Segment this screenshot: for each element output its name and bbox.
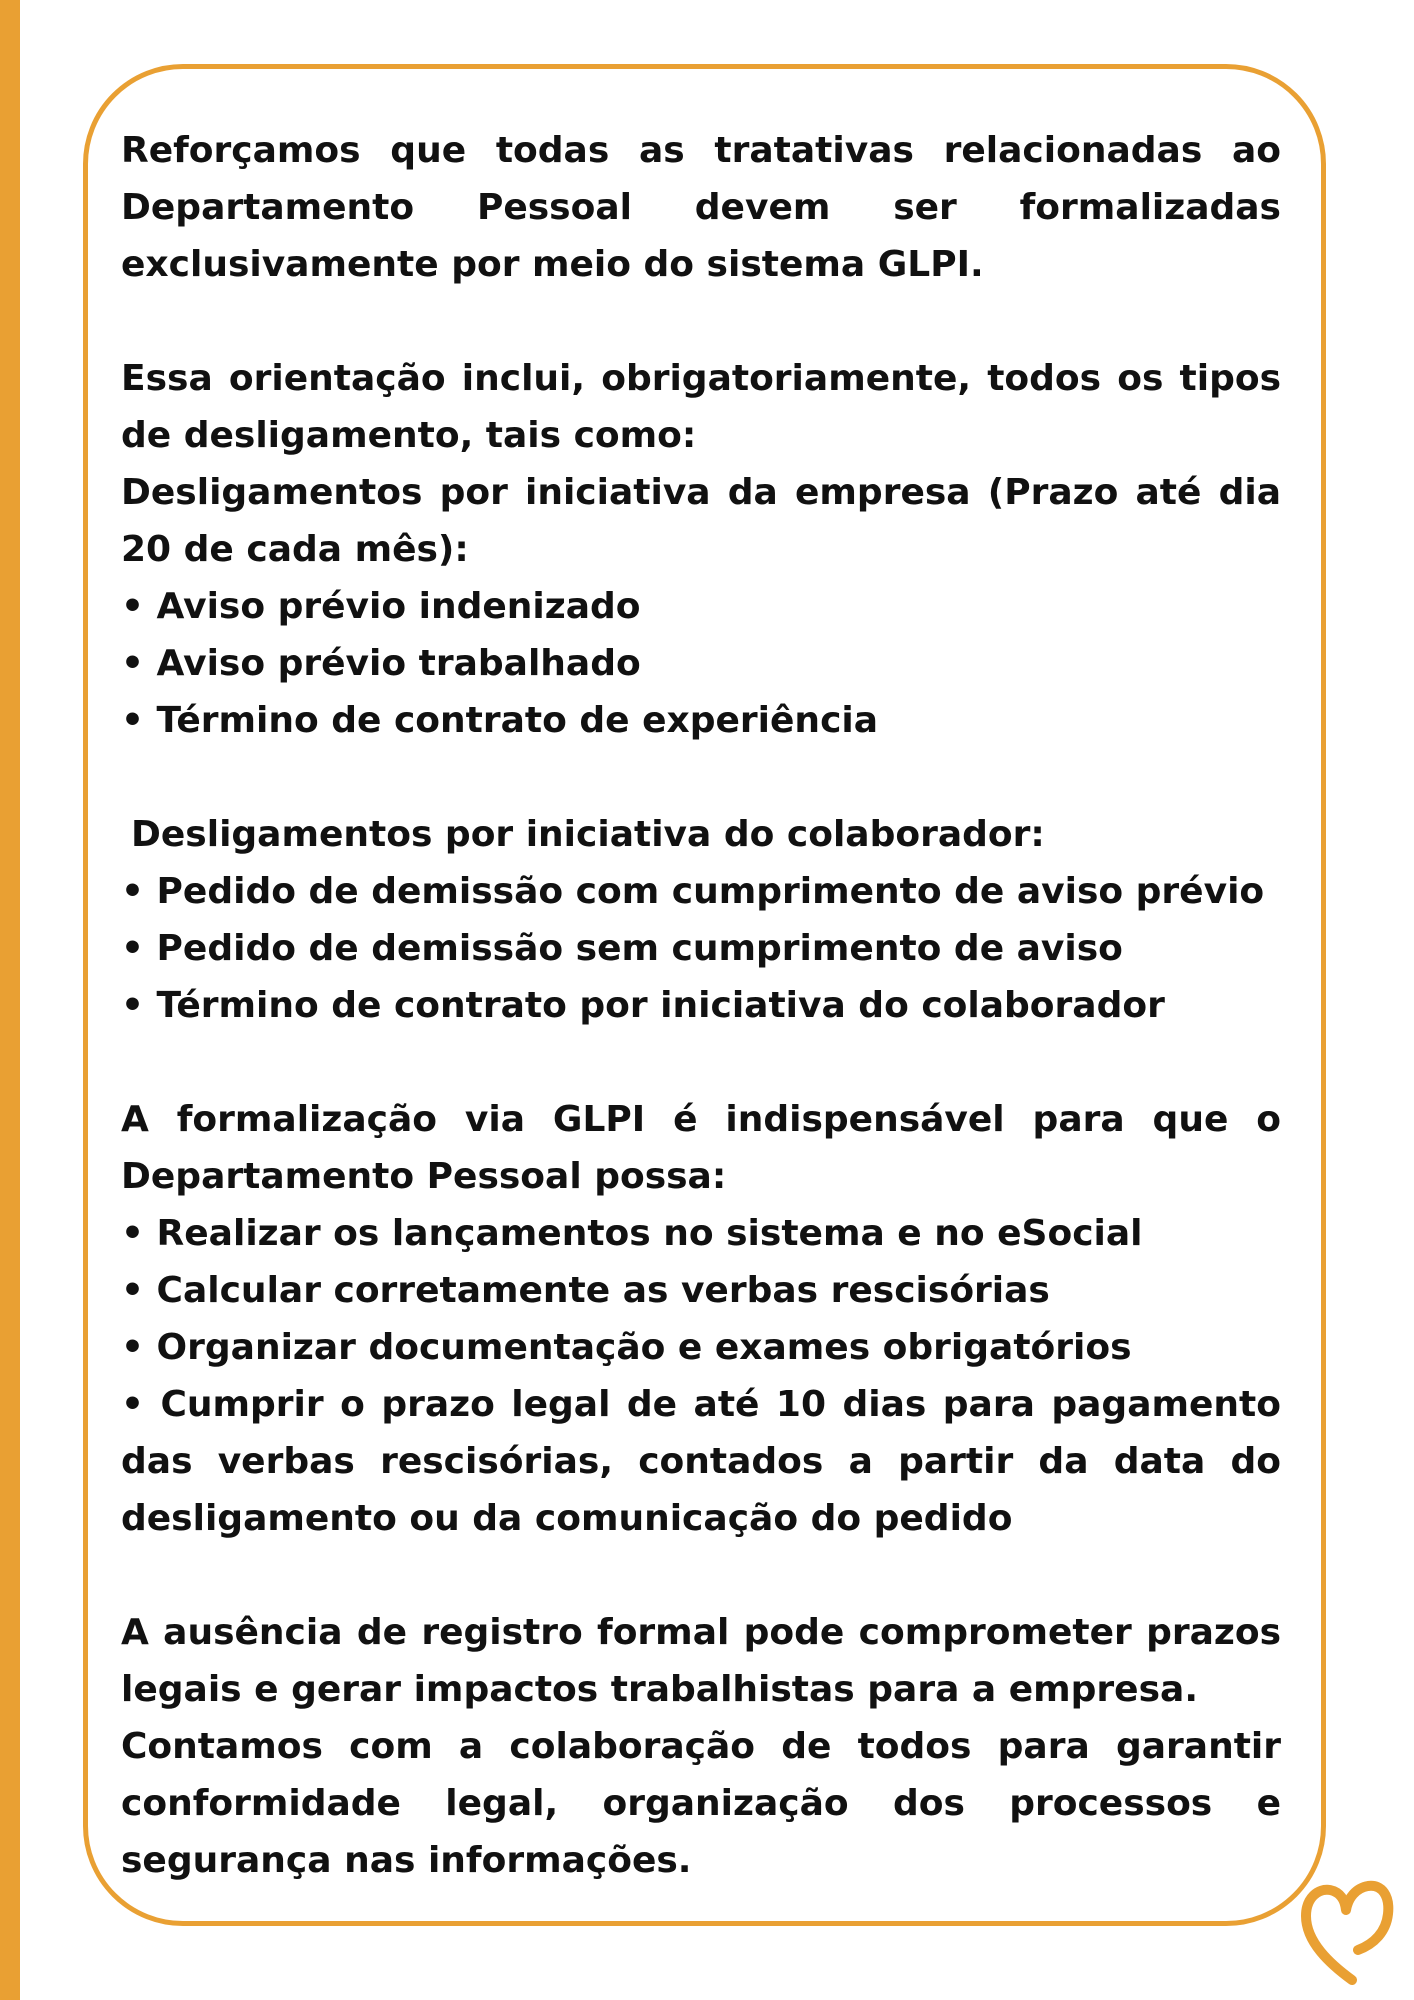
intro-paragraph: [121, 122, 1281, 293]
bullet-item: • Pedido de demissão com cumprimento de aviso prévio: [121, 871, 1265, 912]
bullet-item: • Organizar documentação e exames obrigatórios: [121, 1327, 1132, 1368]
text-line: Essa orientação inclui, obrigatoriamente, todos os tipos: [121, 358, 1281, 399]
text-line: Departamento Pessoal possa:: [121, 1156, 727, 1197]
text-line: legais e gerar impactos trabalhistas para a empresa.: [121, 1669, 1198, 1710]
bullet-item: • Término de contrato de experiência: [121, 700, 879, 741]
bullet-item: • Término de contrato por iniciativa do colaborador: [121, 985, 1165, 1026]
text-line: Desligamentos por iniciativa da empresa (Prazo até dia: [121, 472, 1281, 513]
employee-dismissal-paragraph: [121, 806, 1281, 1034]
text-line: segurança nas informações.: [121, 1840, 692, 1881]
bullet-item: • Pedido de demissão sem cumprimento de aviso: [121, 928, 1123, 969]
text-line: Reforçamos que todas as tratativas relacionadas ao: [121, 130, 1281, 171]
text-line: desligamento ou da comunicação do pedido: [121, 1498, 1013, 1539]
bullet-item: • Calcular corretamente as verbas rescisórias: [121, 1270, 1050, 1311]
bullet-item: • Cumprir o prazo legal de até 10 dias para pagamento: [121, 1384, 1281, 1425]
text-line: 20 de cada mês):: [121, 529, 469, 570]
text-line: conformidade legal, organização dos processos e: [121, 1783, 1281, 1824]
closing-paragraph: [121, 1604, 1281, 1889]
text-line: Contamos com a colaboração de todos para garantir: [121, 1726, 1281, 1767]
notice-content: [121, 122, 1281, 1946]
bullet-item: • Aviso prévio indenizado: [121, 586, 641, 627]
text-line: das verbas rescisórias, contados a partir da data do: [121, 1441, 1281, 1482]
heart-outline-icon: [1290, 1868, 1400, 1986]
bullet-item: • Aviso prévio trabalhado: [121, 643, 641, 684]
text-line: exclusivamente por meio do sistema GLPI.: [121, 244, 984, 285]
bullet-item: • Realizar os lançamentos no sistema e no eSocial: [121, 1213, 1143, 1254]
left-accent-bar: [0, 0, 20, 2000]
company-dismissal-paragraph: [121, 350, 1281, 749]
glpi-purpose-paragraph: [121, 1091, 1281, 1547]
text-line: A ausência de registro formal pode comprometer prazos: [121, 1612, 1281, 1653]
section-heading: Desligamentos por iniciativa do colaborador:: [131, 814, 1045, 855]
text-line: de desligamento, tais como:: [121, 415, 697, 456]
text-line: A formalização via GLPI é indispensável para que o: [121, 1099, 1281, 1140]
text-line: Departamento Pessoal devem ser formalizadas: [121, 187, 1281, 228]
